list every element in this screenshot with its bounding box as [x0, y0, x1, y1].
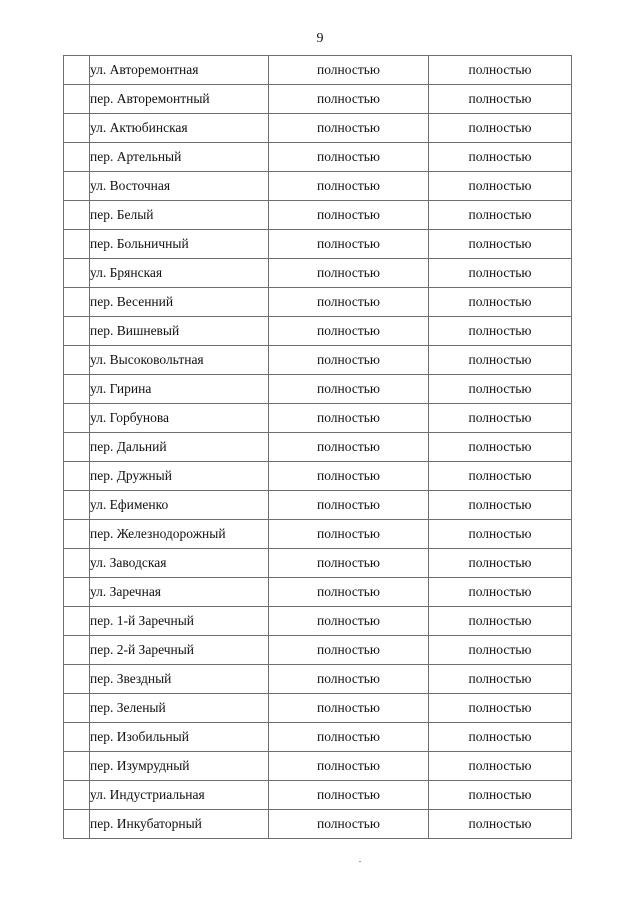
street-name-cell: пер. Инкубаторный — [90, 810, 269, 839]
table-row — [64, 404, 572, 433]
table-row — [64, 288, 572, 317]
row-number-cell — [64, 578, 90, 607]
row-number-cell — [64, 114, 90, 143]
status-cell-2: полностью — [429, 752, 572, 781]
row-number-cell — [64, 259, 90, 288]
status-cell-1: полностью — [269, 723, 429, 752]
row-number-cell — [64, 636, 90, 665]
table-row — [64, 491, 572, 520]
row-number-cell — [64, 346, 90, 375]
status-cell-1: полностью — [269, 230, 429, 259]
street-name-cell: ул. Актюбинская — [90, 114, 269, 143]
row-number-cell — [64, 172, 90, 201]
status-cell-1: полностью — [269, 578, 429, 607]
row-number-cell — [64, 143, 90, 172]
status-cell-2: полностью — [429, 520, 572, 549]
street-table — [63, 55, 572, 839]
table-row — [64, 85, 572, 114]
street-name-cell: ул. Индустриальная — [90, 781, 269, 810]
status-cell-2: полностью — [429, 346, 572, 375]
status-cell-1: полностью — [269, 404, 429, 433]
status-cell-2: полностью — [429, 85, 572, 114]
table-row — [64, 259, 572, 288]
table-row — [64, 636, 572, 665]
status-cell-2: полностью — [429, 259, 572, 288]
status-cell-1: полностью — [269, 288, 429, 317]
row-number-cell — [64, 230, 90, 259]
status-cell-2: полностью — [429, 549, 572, 578]
table-row — [64, 56, 572, 85]
table-row — [64, 781, 572, 810]
row-number-cell — [64, 694, 90, 723]
table-row — [64, 172, 572, 201]
table-row — [64, 665, 572, 694]
street-name-cell: пер. Артельный — [90, 143, 269, 172]
status-cell-2: полностью — [429, 172, 572, 201]
row-number-cell — [64, 201, 90, 230]
status-cell-1: полностью — [269, 172, 429, 201]
street-name-cell: ул. Авторемонтная — [90, 56, 269, 85]
table-row — [64, 143, 572, 172]
status-cell-2: полностью — [429, 230, 572, 259]
status-cell-1: полностью — [269, 259, 429, 288]
table-row — [64, 317, 572, 346]
table-row — [64, 114, 572, 143]
row-number-cell — [64, 810, 90, 839]
row-number-cell — [64, 85, 90, 114]
row-number-cell — [64, 520, 90, 549]
status-cell-2: полностью — [429, 56, 572, 85]
row-number-cell — [64, 491, 90, 520]
status-cell-1: полностью — [269, 143, 429, 172]
status-cell-1: полностью — [269, 375, 429, 404]
table-row — [64, 607, 572, 636]
row-number-cell — [64, 317, 90, 346]
status-cell-2: полностью — [429, 143, 572, 172]
status-cell-2: полностью — [429, 578, 572, 607]
status-cell-1: полностью — [269, 346, 429, 375]
status-cell-2: полностью — [429, 317, 572, 346]
table-row — [64, 230, 572, 259]
table-row — [64, 375, 572, 404]
status-cell-2: полностью — [429, 491, 572, 520]
table-row — [64, 752, 572, 781]
street-name-cell: пер. Железнодорожный — [90, 520, 269, 549]
row-number-cell — [64, 665, 90, 694]
table-row — [64, 810, 572, 839]
status-cell-2: полностью — [429, 723, 572, 752]
street-name-cell: ул. Заводская — [90, 549, 269, 578]
row-number-cell — [64, 723, 90, 752]
row-number-cell — [64, 549, 90, 578]
street-name-cell: пер. Вишневый — [90, 317, 269, 346]
row-number-cell — [64, 607, 90, 636]
table-row — [64, 694, 572, 723]
status-cell-2: полностью — [429, 694, 572, 723]
row-number-cell — [64, 404, 90, 433]
status-cell-1: полностью — [269, 85, 429, 114]
row-number-cell — [64, 752, 90, 781]
row-number-cell — [64, 288, 90, 317]
street-name-cell: пер. Изумрудный — [90, 752, 269, 781]
status-cell-2: полностью — [429, 607, 572, 636]
street-name-cell: ул. Ефименко — [90, 491, 269, 520]
status-cell-1: полностью — [269, 694, 429, 723]
street-name-cell: пер. Авторемонтный — [90, 85, 269, 114]
table-row — [64, 520, 572, 549]
status-cell-1: полностью — [269, 56, 429, 85]
status-cell-1: полностью — [269, 752, 429, 781]
street-name-cell: ул. Брянская — [90, 259, 269, 288]
status-cell-1: полностью — [269, 433, 429, 462]
status-cell-1: полностью — [269, 462, 429, 491]
street-name-cell: пер. Дружный — [90, 462, 269, 491]
street-name-cell: пер. Зеленый — [90, 694, 269, 723]
street-name-cell: ул. Горбунова — [90, 404, 269, 433]
row-number-cell — [64, 433, 90, 462]
status-cell-2: полностью — [429, 781, 572, 810]
status-cell-2: полностью — [429, 433, 572, 462]
street-name-cell: ул. Восточная — [90, 172, 269, 201]
row-number-cell — [64, 56, 90, 85]
status-cell-2: полностью — [429, 636, 572, 665]
status-cell-1: полностью — [269, 201, 429, 230]
status-cell-1: полностью — [269, 520, 429, 549]
table-row — [64, 462, 572, 491]
street-name-cell: ул. Заречная — [90, 578, 269, 607]
status-cell-1: полностью — [269, 781, 429, 810]
street-name-cell: пер. Дальний — [90, 433, 269, 462]
status-cell-2: полностью — [429, 462, 572, 491]
table-row — [64, 549, 572, 578]
street-name-cell: пер. Больничный — [90, 230, 269, 259]
status-cell-1: полностью — [269, 607, 429, 636]
street-name-cell: пер. Весенний — [90, 288, 269, 317]
street-name-cell: пер. Звездный — [90, 665, 269, 694]
scan-speck — [359, 861, 361, 862]
status-cell-2: полностью — [429, 288, 572, 317]
status-cell-2: полностью — [429, 114, 572, 143]
status-cell-2: полностью — [429, 404, 572, 433]
street-name-cell: пер. Изобильный — [90, 723, 269, 752]
page-number: 9 — [316, 31, 324, 46]
status-cell-1: полностью — [269, 114, 429, 143]
status-cell-1: полностью — [269, 810, 429, 839]
row-number-cell — [64, 375, 90, 404]
status-cell-1: полностью — [269, 665, 429, 694]
status-cell-2: полностью — [429, 810, 572, 839]
status-cell-2: полностью — [429, 201, 572, 230]
street-name-cell: пер. Белый — [90, 201, 269, 230]
row-number-cell — [64, 781, 90, 810]
status-cell-2: полностью — [429, 375, 572, 404]
table-row — [64, 346, 572, 375]
status-cell-1: полностью — [269, 317, 429, 346]
table-row — [64, 723, 572, 752]
table-row — [64, 578, 572, 607]
table-row — [64, 433, 572, 462]
status-cell-1: полностью — [269, 636, 429, 665]
status-cell-1: полностью — [269, 491, 429, 520]
status-cell-2: полностью — [429, 665, 572, 694]
status-cell-1: полностью — [269, 549, 429, 578]
street-name-cell: пер. 1-й Заречный — [90, 607, 269, 636]
street-name-cell: ул. Гирина — [90, 375, 269, 404]
table-row — [64, 201, 572, 230]
street-name-cell: пер. 2-й Заречный — [90, 636, 269, 665]
row-number-cell — [64, 462, 90, 491]
street-name-cell: ул. Высоковольтная — [90, 346, 269, 375]
street-table-body — [64, 56, 572, 839]
